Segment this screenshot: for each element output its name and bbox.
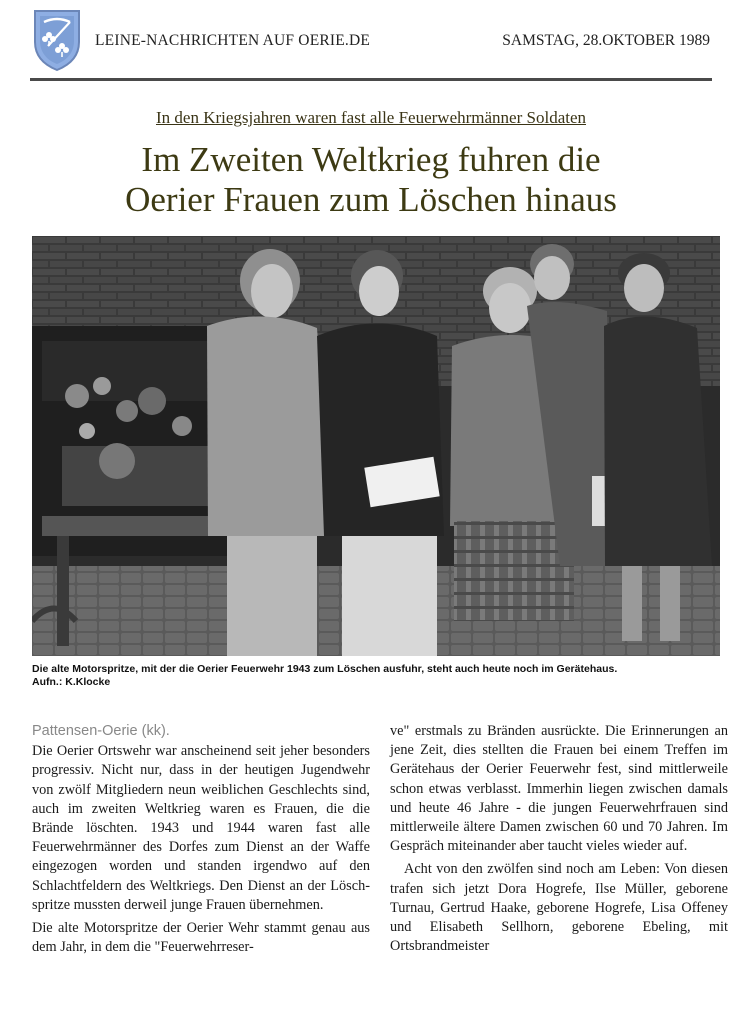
article-column-left — [32, 722, 370, 961]
photo-firewomen-fire-engine — [32, 236, 720, 656]
paragraph-1: Die Oerier Ortswehr war anscheinend seit jeher besonders progressiv. Nicht nur, dass in der heutigen Jugendwehr von zwölf Mitgliedern neun weiblichen Geschlechts sind, auch im zweiten Weltkrieg waren es Frauen, die die Brände löschten. 1943 und 1944 waren fast alle Feuerwehrmänner des Dorfes zum Dienst an der Waffe eingezogen worden und standen irgendwo auf den Schlachtfeldern des Weltkriegs. Den Dienst an der Lösch-spritze mussten derweil junge Frauen übernehmen. — [32, 743, 370, 913]
header-rule — [30, 78, 712, 81]
kicker: In den Kriegsjahren waren fast alle Feuerwehrmänner Soldaten — [155, 108, 587, 127]
headline-line-2: Oerier Frauen zum Löschen hinaus — [125, 180, 617, 219]
issue-date: SAMSTAG, 28.OKTOBER 1989 — [502, 32, 710, 49]
article-photo — [32, 236, 720, 656]
photo-credit: Aufn.: K.Klocke — [32, 676, 111, 688]
publication-name: LEINE-NACHRICHTEN AUF OERIE.DE — [95, 32, 371, 49]
paragraph-2-start: Die alte Motorspritze der Oerier Wehr stammt genau aus dem Jahr, in dem die "Feuerwehrreser- — [32, 920, 370, 956]
masthead — [0, 0, 742, 82]
coat-of-arms-icon — [32, 8, 82, 72]
photo-caption — [32, 663, 722, 689]
headline-line-1: Im Zweiten Weltkrieg fuhren die — [141, 140, 601, 179]
article-column-right — [390, 722, 728, 960]
caption-text: Die alte Motorspritze, mit der die Oerier Feuerwehr 1943 zum Löschen ausfuhr, steht auch heute noch im Gerätehaus. — [32, 663, 618, 675]
paragraph-3: Acht von den zwölfen sind noch am Leben: Von diesen trafen sich jetzt Dora Hogrefe, Ilse Müller, geborene Turnau, Gertrud Haake, geborene Hogrefe, Lisa Offeney und Elisabeth Sellhorn, geborene Ebeling, mit Ortsbrandmeister — [390, 861, 728, 955]
headline — [40, 140, 702, 220]
dateline: Pattensen-Oerie (kk). — [32, 723, 170, 739]
paragraph-2-continued: ve" erstmals zu Bränden ausrückte. Die Erinnerungen an jene Zeit, dies stellten die Frauen bei einem Treffen im Gerätehaus der Oerier Feuerwehr fest, sind mittlerweile schon etwas verblasst. Immerhin liegen zwischen damals und heute 46 Jahre - die jungen Feuerwehrfrauen sind mittlerweile ältere Damen zwischen 60 und 70 Jahren. Im Gespräch miteinander aber taucht vieles wieder auf. — [390, 723, 728, 855]
